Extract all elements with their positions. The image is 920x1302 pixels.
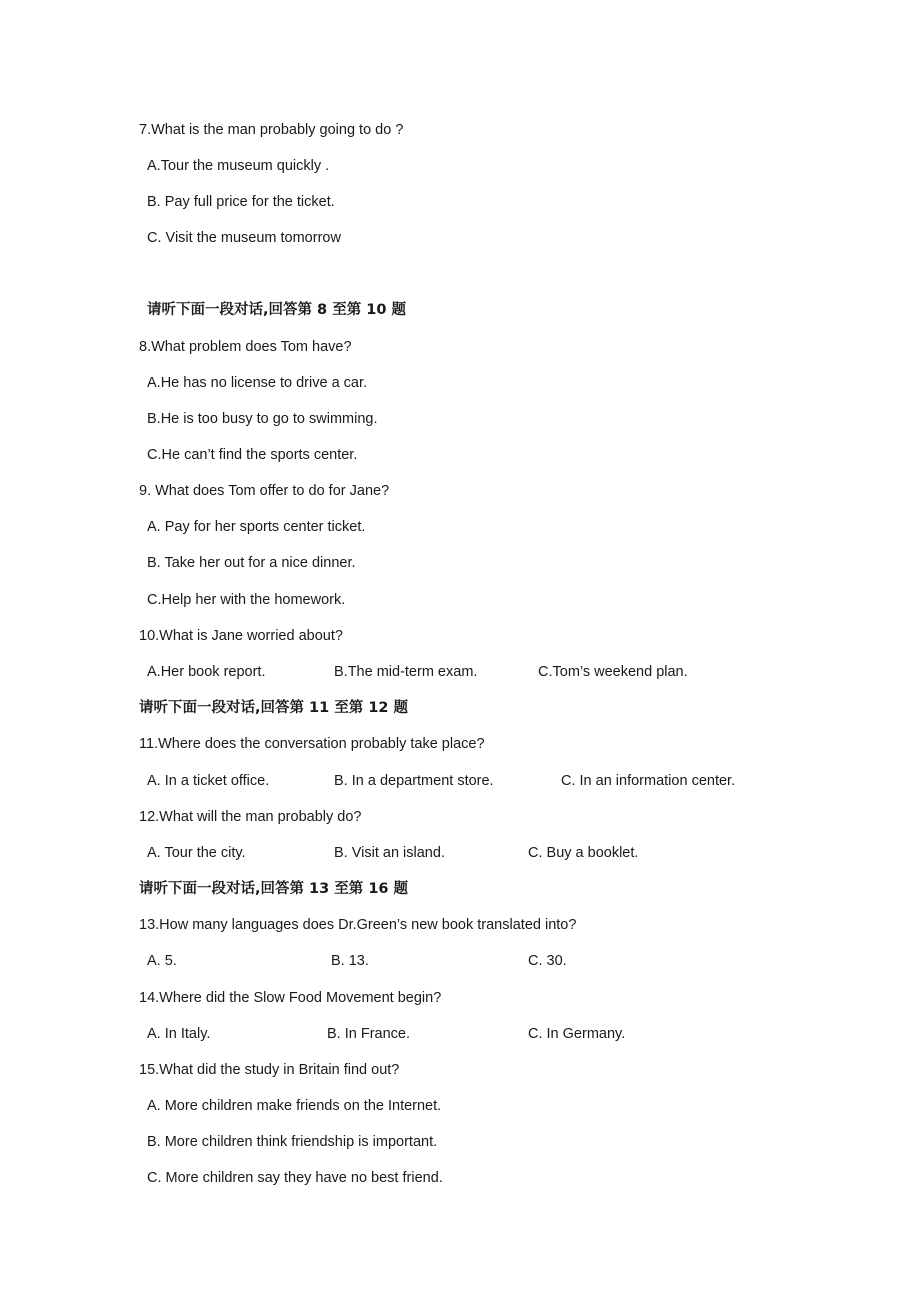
question-12-option-b: B. Visit an island. <box>334 845 445 861</box>
question-12: 12.What will the man probably do? <box>139 809 362 825</box>
question-11-option-c: C. In an information center. <box>561 773 736 789</box>
question-10-option-a: A.Her book report. <box>147 664 266 680</box>
question-13: 13.How many languages does Dr.Green’s new book translated into? <box>139 917 577 933</box>
question-14-option-b: B. In France. <box>327 1026 411 1042</box>
question-15: 15.What did the study in Britain find out? <box>139 1062 400 1078</box>
question-12-options <box>0 843 920 863</box>
question-13-options <box>0 951 920 971</box>
question-7-option-c: C. Visit the museum tomorrow <box>147 230 341 246</box>
question-12-option-c: C. Buy a booklet. <box>528 845 639 861</box>
question-15-option-b: B. More children think friendship is important. <box>147 1134 438 1150</box>
question-8: 8.What problem does Tom have? <box>139 339 352 355</box>
question-7-option-a: A.Tour the museum quickly . <box>147 158 330 174</box>
question-15-option-c: C. More children say they have no best friend. <box>147 1170 443 1186</box>
question-11-option-a: A. In a ticket office. <box>147 773 270 789</box>
section-header-13-16: 请听下面一段对话,回答第 13 至第 16 题 <box>139 881 409 897</box>
question-11: 11.Where does the conversation probably take place? <box>139 736 485 752</box>
question-8-option-c: C.He can’t find the sports center. <box>147 447 358 463</box>
question-15-option-a: A. More children make friends on the Internet. <box>147 1098 442 1114</box>
question-13-option-b: B. 13. <box>331 953 369 969</box>
question-10-option-b: B.The mid-term exam. <box>334 664 478 680</box>
question-10-option-c: C.Tom’s weekend plan. <box>538 664 688 680</box>
question-9-option-b: B. Take her out for a nice dinner. <box>147 555 356 571</box>
section-header-8-10: 请听下面一段对话,回答第 8 至第 10 题 <box>147 302 406 318</box>
question-14-option-a: A. In Italy. <box>147 1026 211 1042</box>
question-14: 14.Where did the Slow Food Movement begin? <box>139 990 442 1006</box>
question-9-option-c: C.Help her with the homework. <box>147 592 346 608</box>
question-9: 9. What does Tom offer to do for Jane? <box>139 483 390 499</box>
question-10: 10.What is Jane worried about? <box>139 628 343 644</box>
question-7-option-b: B. Pay full price for the ticket. <box>147 194 335 210</box>
question-8-option-a: A.He has no license to drive a car. <box>147 375 368 391</box>
question-14-option-c: C. In Germany. <box>528 1026 626 1042</box>
question-11-option-b: B. In a department store. <box>334 773 494 789</box>
question-8-option-b: B.He is too busy to go to swimming. <box>147 411 378 427</box>
question-14-options <box>0 1024 920 1044</box>
question-9-option-a: A. Pay for her sports center ticket. <box>147 519 366 535</box>
section-header-11-12: 请听下面一段对话,回答第 11 至第 12 题 <box>139 700 409 716</box>
question-11-options <box>0 771 920 791</box>
question-13-option-a: A. 5. <box>147 953 177 969</box>
question-12-option-a: A. Tour the city. <box>147 845 246 861</box>
question-10-options <box>0 662 920 682</box>
question-7: 7.What is the man probably going to do ? <box>139 122 404 138</box>
question-13-option-c: C. 30. <box>528 953 567 969</box>
